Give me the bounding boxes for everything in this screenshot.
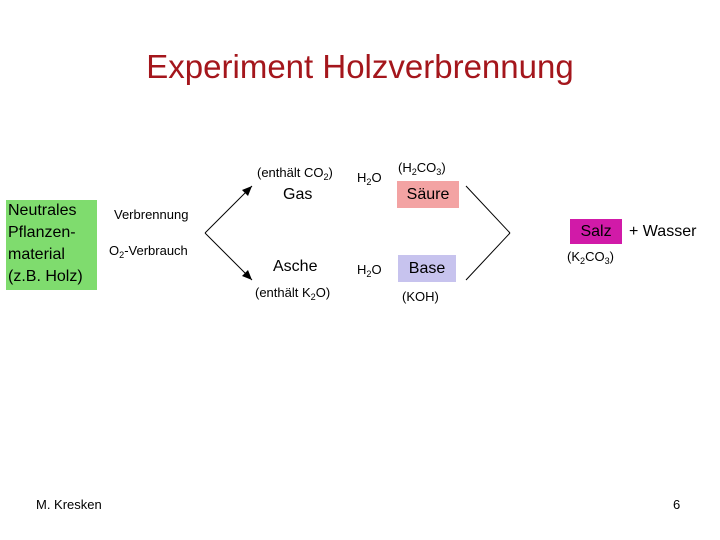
o2-verbrauch-label: $O_2$-Verbrauch (109, 243, 188, 260)
page-number: 6 (673, 497, 681, 512)
saeure-formula: $(H_2CO_3)$ (398, 160, 446, 177)
base-box: Base (398, 255, 456, 282)
plant-label-line3: material (8, 246, 65, 263)
connector-plant-to-asche (205, 233, 252, 280)
salz-formula: $(K_2CO_3)$ (567, 249, 614, 266)
plant-material-box (6, 200, 97, 290)
plant-label-line4: (z.B. Holz) (8, 268, 83, 285)
plant-label-line2: Pflanzen- (8, 224, 76, 241)
salz-box: Salz (570, 219, 622, 244)
plant-label-line1: Neutrales (8, 202, 77, 219)
page-title: Experiment Holzverbrennung (146, 48, 574, 85)
water-bottom-label: $H_2O$ (357, 262, 382, 279)
gas-contains-label: (enthält $CO_2$) (257, 165, 333, 182)
saeure-box: Säure (397, 181, 459, 208)
base-formula: (KOH) (402, 289, 439, 304)
connector-saeure-to-salz (466, 186, 510, 233)
verbrennung-label: Verbrennung (114, 207, 189, 222)
water-top-label: $H_2O$ (357, 170, 382, 187)
author-footer: M. Kresken (36, 497, 102, 512)
gas-label: Gas (283, 186, 313, 203)
asche-contains-label: (enthält $K_2O$) (255, 285, 331, 302)
connector-plant-to-gas (205, 186, 252, 233)
connector-base-to-salz (466, 233, 510, 280)
asche-label: Asche (273, 258, 318, 275)
plus-wasser-label: + Wasser (629, 223, 697, 240)
